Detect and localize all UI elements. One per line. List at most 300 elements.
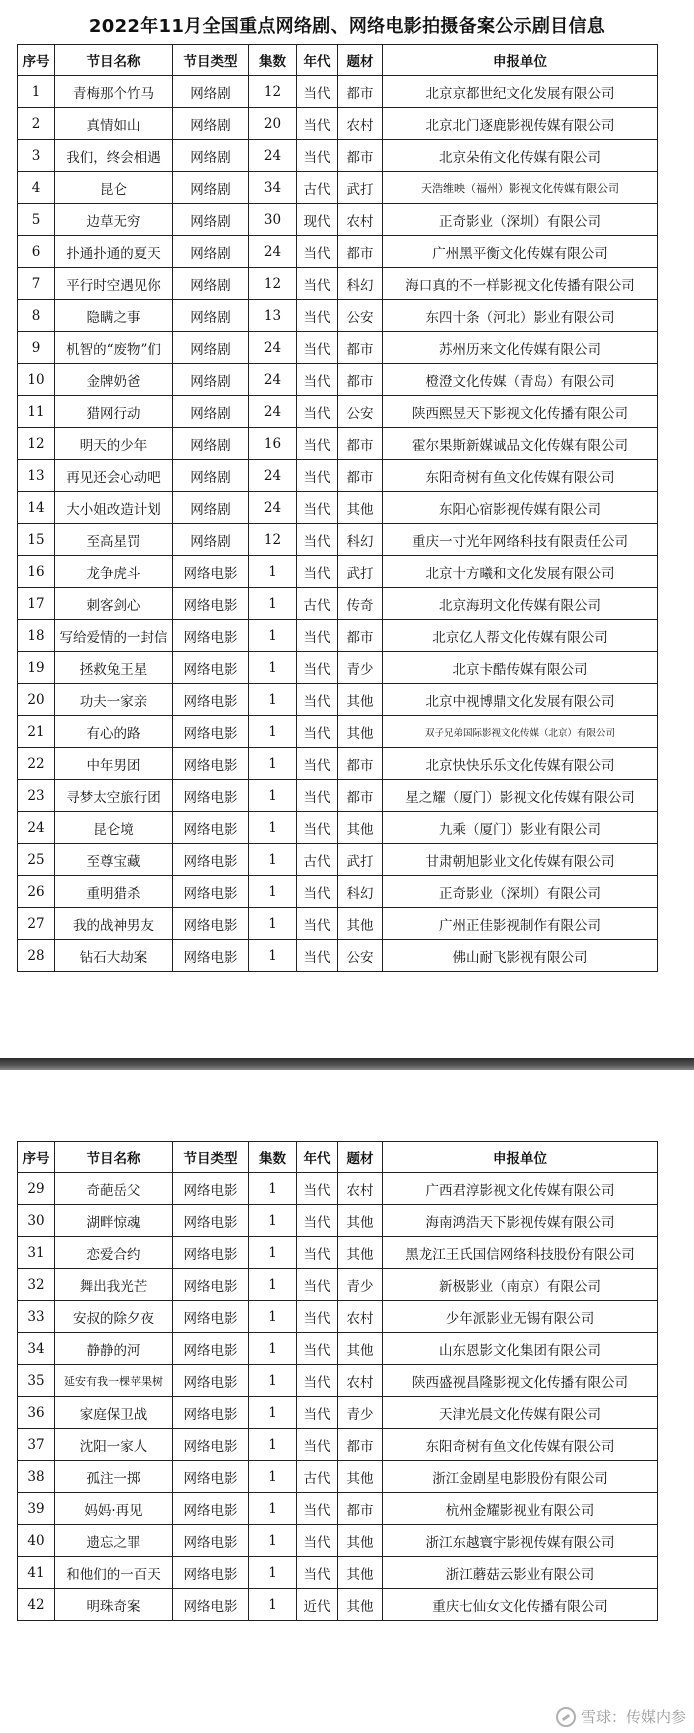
cell-program-type: 网络电影 xyxy=(173,940,249,972)
table-row xyxy=(18,300,658,332)
column-header: 申报单位 xyxy=(383,45,658,76)
cell-program-type: 网络电影 xyxy=(173,556,249,588)
cell-program-type: 网络电影 xyxy=(173,844,249,876)
table-row xyxy=(18,1557,658,1589)
cell-program-type: 网络剧 xyxy=(173,460,249,492)
cell-genre: 都市 xyxy=(338,1493,383,1525)
cell-company: 北京朵侑文化传媒有限公司 xyxy=(383,140,658,172)
drama-table-page-2 xyxy=(17,1141,658,1621)
cell-era: 当代 xyxy=(297,1365,338,1397)
cell-program-name: 大小姐改造计划 xyxy=(55,492,173,524)
cell-company: 佛山耐飞影视有限公司 xyxy=(383,940,658,972)
cell-episodes: 1 xyxy=(249,1493,297,1525)
cell-genre: 其他 xyxy=(338,684,383,716)
cell-company: 北京北门逐鹿影视传媒有限公司 xyxy=(383,108,658,140)
cell-program-type: 网络剧 xyxy=(173,332,249,364)
cell-company: 浙江蘑菇云影业有限公司 xyxy=(383,1557,658,1589)
cell-program-type: 网络剧 xyxy=(173,236,249,268)
cell-index: 35 xyxy=(18,1365,55,1397)
cell-genre: 都市 xyxy=(338,620,383,652)
cell-genre: 科幻 xyxy=(338,268,383,300)
table-row xyxy=(18,76,658,108)
cell-program-name: 猎网行动 xyxy=(55,396,173,428)
table-row xyxy=(18,876,658,908)
table-row xyxy=(18,1269,658,1301)
cell-genre: 其他 xyxy=(338,1205,383,1237)
cell-program-type: 网络剧 xyxy=(173,364,249,396)
cell-era: 近代 xyxy=(297,1589,338,1621)
cell-program-type: 网络剧 xyxy=(173,108,249,140)
cell-company: 双子兄弟国际影视文化传媒（北京）有限公司 xyxy=(383,716,658,748)
cell-genre: 农村 xyxy=(338,1365,383,1397)
cell-program-type: 网络电影 xyxy=(173,812,249,844)
cell-program-name: 至尊宝藏 xyxy=(55,844,173,876)
cell-program-type: 网络剧 xyxy=(173,268,249,300)
table-row xyxy=(18,684,658,716)
cell-era: 当代 xyxy=(297,492,338,524)
cell-company: 九乘（厦门）影业有限公司 xyxy=(383,812,658,844)
cell-episodes: 1 xyxy=(249,780,297,812)
cell-index: 29 xyxy=(18,1173,55,1205)
cell-program-type: 网络电影 xyxy=(173,1173,249,1205)
cell-program-type: 网络电影 xyxy=(173,1269,249,1301)
cell-index: 28 xyxy=(18,940,55,972)
table-row xyxy=(18,1397,658,1429)
table-row xyxy=(18,492,658,524)
cell-index: 10 xyxy=(18,364,55,396)
cell-episodes: 20 xyxy=(249,108,297,140)
cell-episodes: 1 xyxy=(249,1461,297,1493)
column-header: 题材 xyxy=(338,1142,383,1173)
table-row xyxy=(18,1429,658,1461)
cell-company: 东阳奇树有鱼文化传媒有限公司 xyxy=(383,460,658,492)
table-row xyxy=(18,780,658,812)
cell-program-type: 网络电影 xyxy=(173,1365,249,1397)
cell-program-type: 网络剧 xyxy=(173,524,249,556)
cell-episodes: 1 xyxy=(249,716,297,748)
cell-episodes: 24 xyxy=(249,364,297,396)
cell-era: 当代 xyxy=(297,1397,338,1429)
cell-era: 当代 xyxy=(297,396,338,428)
cell-era: 当代 xyxy=(297,300,338,332)
cell-episodes: 1 xyxy=(249,1397,297,1429)
cell-era: 当代 xyxy=(297,332,338,364)
cell-program-name: 刺客剑心 xyxy=(55,588,173,620)
cell-genre: 公安 xyxy=(338,300,383,332)
snowball-logo-icon xyxy=(556,1707,576,1727)
cell-episodes: 1 xyxy=(249,588,297,620)
cell-program-type: 网络剧 xyxy=(173,428,249,460)
column-header: 节目名称 xyxy=(55,1142,173,1173)
cell-genre: 其他 xyxy=(338,812,383,844)
cell-era: 当代 xyxy=(297,1237,338,1269)
cell-index: 31 xyxy=(18,1237,55,1269)
cell-company: 少年派影业无锡有限公司 xyxy=(383,1301,658,1333)
cell-episodes: 24 xyxy=(249,460,297,492)
cell-genre: 农村 xyxy=(338,204,383,236)
cell-era: 当代 xyxy=(297,940,338,972)
cell-company: 天浩维映（福州）影视文化传媒有限公司 xyxy=(383,172,658,204)
cell-era: 当代 xyxy=(297,108,338,140)
cell-genre: 农村 xyxy=(338,108,383,140)
table-row xyxy=(18,364,658,396)
table-row xyxy=(18,716,658,748)
cell-era: 当代 xyxy=(297,876,338,908)
cell-company: 北京亿人帮文化传媒有限公司 xyxy=(383,620,658,652)
table-row xyxy=(18,460,658,492)
table-row xyxy=(18,588,658,620)
cell-company: 橙澄文化传媒（青岛）有限公司 xyxy=(383,364,658,396)
table-row xyxy=(18,1173,658,1205)
column-header: 年代 xyxy=(297,1142,338,1173)
cell-era: 当代 xyxy=(297,684,338,716)
cell-index: 22 xyxy=(18,748,55,780)
cell-program-name: 扑通扑通的夏天 xyxy=(55,236,173,268)
cell-program-type: 网络电影 xyxy=(173,588,249,620)
cell-program-type: 网络电影 xyxy=(173,1493,249,1525)
cell-index: 9 xyxy=(18,332,55,364)
cell-era: 现代 xyxy=(297,204,338,236)
cell-index: 34 xyxy=(18,1333,55,1365)
cell-index: 11 xyxy=(18,396,55,428)
drama-table-page-1 xyxy=(17,44,658,972)
cell-program-type: 网络电影 xyxy=(173,1301,249,1333)
cell-program-type: 网络电影 xyxy=(173,1589,249,1621)
cell-program-name: 恋爱合约 xyxy=(55,1237,173,1269)
cell-index: 17 xyxy=(18,588,55,620)
cell-era: 当代 xyxy=(297,236,338,268)
cell-episodes: 1 xyxy=(249,1237,297,1269)
cell-era: 当代 xyxy=(297,76,338,108)
cell-program-name: 安叔的除夕夜 xyxy=(55,1301,173,1333)
cell-episodes: 1 xyxy=(249,1525,297,1557)
cell-index: 23 xyxy=(18,780,55,812)
cell-episodes: 24 xyxy=(249,332,297,364)
cell-index: 39 xyxy=(18,1493,55,1525)
cell-index: 8 xyxy=(18,300,55,332)
cell-company: 东四十条（河北）影业有限公司 xyxy=(383,300,658,332)
cell-company: 霍尔果斯新媒诚品文化传媒有限公司 xyxy=(383,428,658,460)
cell-index: 18 xyxy=(18,620,55,652)
cell-episodes: 24 xyxy=(249,492,297,524)
cell-index: 4 xyxy=(18,172,55,204)
cell-genre: 青少 xyxy=(338,1269,383,1301)
cell-program-name: 写给爱情的一封信 xyxy=(55,620,173,652)
cell-episodes: 12 xyxy=(249,76,297,108)
cell-program-type: 网络剧 xyxy=(173,140,249,172)
cell-program-type: 网络电影 xyxy=(173,1333,249,1365)
table-row xyxy=(18,1589,658,1621)
cell-program-name: 机智的“废物”们 xyxy=(55,332,173,364)
cell-episodes: 1 xyxy=(249,1269,297,1301)
cell-program-name: 隐瞒之事 xyxy=(55,300,173,332)
table-row xyxy=(18,812,658,844)
cell-program-type: 网络剧 xyxy=(173,300,249,332)
column-header: 序号 xyxy=(18,45,55,76)
cell-episodes: 34 xyxy=(249,172,297,204)
cell-genre: 青少 xyxy=(338,1397,383,1429)
watermark-text: 雪球：传媒内参 xyxy=(580,1708,686,1726)
cell-episodes: 1 xyxy=(249,748,297,780)
column-header: 节目类型 xyxy=(173,1142,249,1173)
cell-era: 古代 xyxy=(297,172,338,204)
cell-program-type: 网络剧 xyxy=(173,172,249,204)
cell-company: 黑龙江王氏国信网络科技股份有限公司 xyxy=(383,1237,658,1269)
cell-index: 38 xyxy=(18,1461,55,1493)
cell-genre: 都市 xyxy=(338,460,383,492)
cell-genre: 都市 xyxy=(338,140,383,172)
cell-program-name: 有心的路 xyxy=(55,716,173,748)
cell-era: 当代 xyxy=(297,812,338,844)
table-header-row xyxy=(18,45,658,76)
cell-episodes: 12 xyxy=(249,524,297,556)
cell-program-name: 延安有我一棵苹果树 xyxy=(55,1365,173,1397)
cell-genre: 其他 xyxy=(338,1237,383,1269)
cell-company: 东阳奇树有鱼文化传媒有限公司 xyxy=(383,1429,658,1461)
cell-program-name: 和他们的一百天 xyxy=(55,1557,173,1589)
cell-company: 北京十方曦和文化发展有限公司 xyxy=(383,556,658,588)
document-title: 2022年11月全国重点网络剧、网络电影拍摄备案公示剧目信息 xyxy=(88,16,606,37)
table-row xyxy=(18,652,658,684)
cell-era: 当代 xyxy=(297,1429,338,1461)
cell-company: 海南鸿浩天下影视传媒有限公司 xyxy=(383,1205,658,1237)
cell-program-name: 青梅那个竹马 xyxy=(55,76,173,108)
cell-index: 15 xyxy=(18,524,55,556)
cell-company: 杭州金耀影视业有限公司 xyxy=(383,1493,658,1525)
cell-index: 41 xyxy=(18,1557,55,1589)
cell-era: 当代 xyxy=(297,524,338,556)
cell-era: 当代 xyxy=(297,716,338,748)
cell-program-name: 沈阳一家人 xyxy=(55,1429,173,1461)
cell-index: 21 xyxy=(18,716,55,748)
cell-company: 北京中视博鼎文化发展有限公司 xyxy=(383,684,658,716)
cell-era: 当代 xyxy=(297,1525,338,1557)
cell-episodes: 1 xyxy=(249,1173,297,1205)
cell-era: 当代 xyxy=(297,1493,338,1525)
cell-episodes: 1 xyxy=(249,812,297,844)
table-body xyxy=(18,76,658,972)
table-row xyxy=(18,1237,658,1269)
cell-genre: 都市 xyxy=(338,236,383,268)
cell-genre: 农村 xyxy=(338,1301,383,1333)
cell-program-type: 网络电影 xyxy=(173,1205,249,1237)
cell-episodes: 1 xyxy=(249,1365,297,1397)
cell-program-type: 网络电影 xyxy=(173,716,249,748)
table-row xyxy=(18,396,658,428)
cell-index: 3 xyxy=(18,140,55,172)
cell-era: 当代 xyxy=(297,1269,338,1301)
cell-episodes: 30 xyxy=(249,204,297,236)
cell-episodes: 12 xyxy=(249,268,297,300)
watermark xyxy=(556,1706,686,1727)
table-row xyxy=(18,940,658,972)
cell-index: 40 xyxy=(18,1525,55,1557)
cell-company: 北京海玥文化传媒有限公司 xyxy=(383,588,658,620)
cell-program-type: 网络电影 xyxy=(173,620,249,652)
cell-program-name: 家庭保卫战 xyxy=(55,1397,173,1429)
cell-company: 北京卡酷传媒有限公司 xyxy=(383,652,658,684)
cell-program-name: 重明猎杀 xyxy=(55,876,173,908)
cell-genre: 其他 xyxy=(338,1525,383,1557)
cell-genre: 武打 xyxy=(338,556,383,588)
cell-company: 正奇影业（深圳）有限公司 xyxy=(383,204,658,236)
cell-era: 当代 xyxy=(297,1557,338,1589)
cell-index: 37 xyxy=(18,1429,55,1461)
table-row xyxy=(18,620,658,652)
column-header: 申报单位 xyxy=(383,1142,658,1173)
cell-genre: 农村 xyxy=(338,1173,383,1205)
cell-episodes: 1 xyxy=(249,940,297,972)
cell-index: 27 xyxy=(18,908,55,940)
cell-program-type: 网络电影 xyxy=(173,1461,249,1493)
cell-era: 古代 xyxy=(297,1461,338,1493)
cell-era: 当代 xyxy=(297,364,338,396)
cell-genre: 其他 xyxy=(338,1461,383,1493)
cell-episodes: 1 xyxy=(249,684,297,716)
cell-program-type: 网络电影 xyxy=(173,876,249,908)
cell-company: 正奇影业（深圳）有限公司 xyxy=(383,876,658,908)
cell-index: 7 xyxy=(18,268,55,300)
cell-era: 当代 xyxy=(297,748,338,780)
cell-episodes: 24 xyxy=(249,396,297,428)
cell-company: 北京快快乐乐文化传媒有限公司 xyxy=(383,748,658,780)
cell-program-type: 网络剧 xyxy=(173,204,249,236)
cell-genre: 都市 xyxy=(338,428,383,460)
cell-index: 25 xyxy=(18,844,55,876)
table-header-row xyxy=(18,1142,658,1173)
cell-episodes: 1 xyxy=(249,844,297,876)
cell-company: 重庆一寸光年网络科技有限责任公司 xyxy=(383,524,658,556)
cell-company: 苏州历来文化传媒有限公司 xyxy=(383,332,658,364)
table-row xyxy=(18,1365,658,1397)
cell-program-name: 龙争虎斗 xyxy=(55,556,173,588)
cell-era: 当代 xyxy=(297,908,338,940)
cell-program-name: 孤注一掷 xyxy=(55,1461,173,1493)
cell-episodes: 1 xyxy=(249,620,297,652)
cell-program-type: 网络电影 xyxy=(173,1525,249,1557)
cell-company: 海口真的不一样影视文化传播有限公司 xyxy=(383,268,658,300)
cell-program-name: 金牌奶爸 xyxy=(55,364,173,396)
column-header: 集数 xyxy=(249,45,297,76)
cell-program-name: 拯救兔王星 xyxy=(55,652,173,684)
cell-program-name: 静静的河 xyxy=(55,1333,173,1365)
cell-index: 14 xyxy=(18,492,55,524)
cell-program-name: 边草无穷 xyxy=(55,204,173,236)
cell-program-type: 网络剧 xyxy=(173,396,249,428)
page-separator xyxy=(0,1058,694,1070)
cell-program-type: 网络电影 xyxy=(173,1429,249,1461)
cell-program-type: 网络电影 xyxy=(173,1397,249,1429)
cell-episodes: 13 xyxy=(249,300,297,332)
cell-episodes: 24 xyxy=(249,140,297,172)
cell-program-name: 遗忘之罪 xyxy=(55,1525,173,1557)
cell-program-name: 昆仑 xyxy=(55,172,173,204)
cell-genre: 公安 xyxy=(338,940,383,972)
cell-program-name: 我的战神男友 xyxy=(55,908,173,940)
cell-genre: 其他 xyxy=(338,1333,383,1365)
cell-program-name: 再见还会心动吧 xyxy=(55,460,173,492)
table-row xyxy=(18,1493,658,1525)
cell-program-name: 寻梦太空旅行团 xyxy=(55,780,173,812)
cell-era: 当代 xyxy=(297,620,338,652)
table-row xyxy=(18,908,658,940)
cell-program-name: 我们，终会相遇 xyxy=(55,140,173,172)
cell-index: 19 xyxy=(18,652,55,684)
table-row xyxy=(18,1301,658,1333)
cell-program-name: 中年男团 xyxy=(55,748,173,780)
cell-genre: 都市 xyxy=(338,1429,383,1461)
table-row xyxy=(18,236,658,268)
cell-company: 北京京都世纪文化发展有限公司 xyxy=(383,76,658,108)
cell-era: 当代 xyxy=(297,1205,338,1237)
table-row xyxy=(18,1205,658,1237)
column-header: 节目名称 xyxy=(55,45,173,76)
cell-episodes: 1 xyxy=(249,652,297,684)
column-header: 节目类型 xyxy=(173,45,249,76)
cell-company: 山东恩影文化集团有限公司 xyxy=(383,1333,658,1365)
cell-episodes: 16 xyxy=(249,428,297,460)
cell-index: 30 xyxy=(18,1205,55,1237)
cell-company: 广西君淳影视文化传媒有限公司 xyxy=(383,1173,658,1205)
cell-program-type: 网络电影 xyxy=(173,652,249,684)
cell-program-type: 网络剧 xyxy=(173,76,249,108)
cell-genre: 其他 xyxy=(338,716,383,748)
table-row xyxy=(18,172,658,204)
cell-episodes: 1 xyxy=(249,1333,297,1365)
cell-genre: 其他 xyxy=(338,1557,383,1589)
cell-company: 天津光晨文化传媒有限公司 xyxy=(383,1397,658,1429)
cell-era: 当代 xyxy=(297,1301,338,1333)
cell-index: 1 xyxy=(18,76,55,108)
cell-index: 33 xyxy=(18,1301,55,1333)
cell-genre: 其他 xyxy=(338,1589,383,1621)
cell-program-name: 舞出我光芒 xyxy=(55,1269,173,1301)
cell-index: 24 xyxy=(18,812,55,844)
cell-episodes: 1 xyxy=(249,1589,297,1621)
cell-episodes: 1 xyxy=(249,876,297,908)
cell-company: 东阳心宿影视传媒有限公司 xyxy=(383,492,658,524)
cell-company: 星之耀（厦门）影视文化传媒有限公司 xyxy=(383,780,658,812)
column-header: 年代 xyxy=(297,45,338,76)
cell-company: 陕西盛视昌隆影视文化传播有限公司 xyxy=(383,1365,658,1397)
cell-program-type: 网络电影 xyxy=(173,780,249,812)
cell-era: 当代 xyxy=(297,780,338,812)
cell-era: 当代 xyxy=(297,652,338,684)
cell-program-name: 真情如山 xyxy=(55,108,173,140)
cell-era: 当代 xyxy=(297,268,338,300)
cell-index: 26 xyxy=(18,876,55,908)
cell-episodes: 1 xyxy=(249,1301,297,1333)
cell-episodes: 1 xyxy=(249,908,297,940)
table-row xyxy=(18,268,658,300)
cell-program-name: 钻石大劫案 xyxy=(55,940,173,972)
cell-episodes: 1 xyxy=(249,1429,297,1461)
cell-program-name: 平行时空遇见你 xyxy=(55,268,173,300)
column-header: 序号 xyxy=(18,1142,55,1173)
cell-company: 重庆七仙女文化传播有限公司 xyxy=(383,1589,658,1621)
cell-era: 古代 xyxy=(297,588,338,620)
cell-program-name: 明珠奇案 xyxy=(55,1589,173,1621)
cell-genre: 青少 xyxy=(338,652,383,684)
cell-episodes: 24 xyxy=(249,236,297,268)
cell-genre: 科幻 xyxy=(338,524,383,556)
cell-program-name: 湖畔惊魂 xyxy=(55,1205,173,1237)
cell-program-name: 明天的少年 xyxy=(55,428,173,460)
table-row xyxy=(18,556,658,588)
table-row xyxy=(18,524,658,556)
cell-index: 16 xyxy=(18,556,55,588)
cell-program-name: 功夫一家亲 xyxy=(55,684,173,716)
